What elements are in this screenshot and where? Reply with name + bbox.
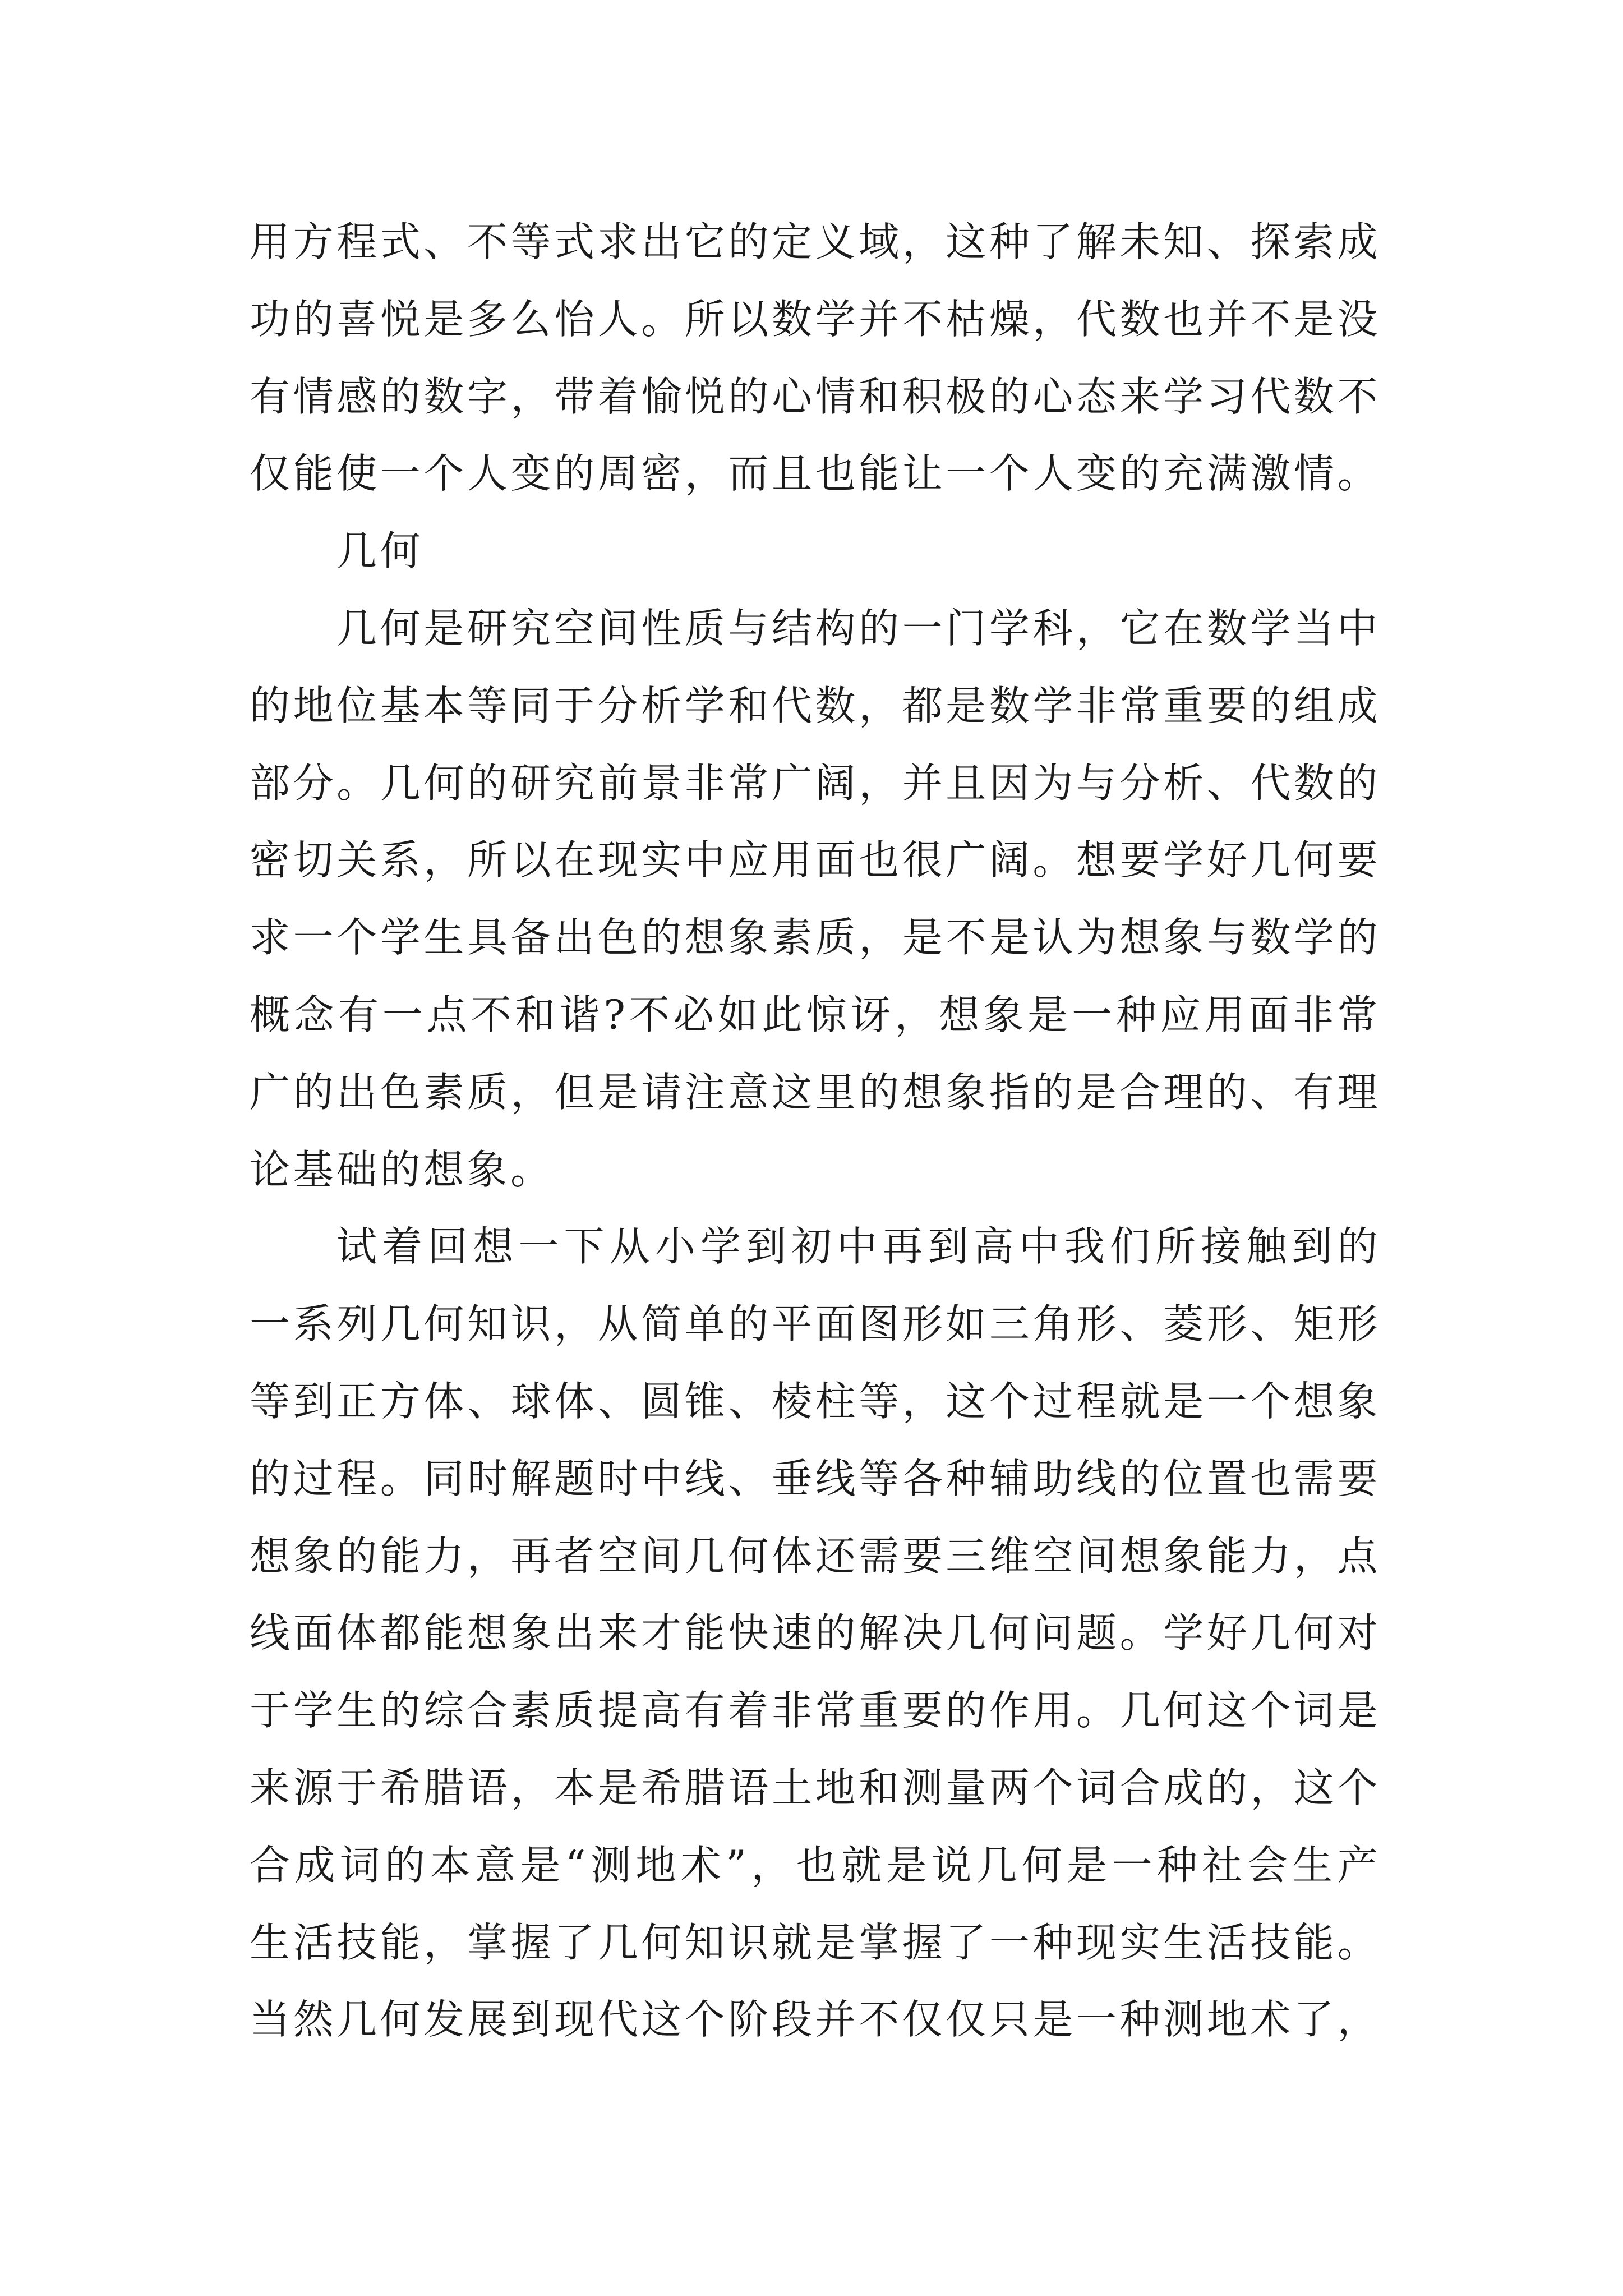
text-line: 用方程式、不等式求出它的定义域，这种了解未知、探索成 [250, 218, 1381, 265]
text-line: 当然几何发展到现代这个阶段并不仅仅只是一种测地术了， [250, 1996, 1381, 2044]
section-heading-text: 几何 [336, 527, 424, 575]
text-line: 来源于希腊语，本是希腊语土地和测量两个词合成的，这个 [250, 1764, 1381, 1811]
text-line: 试着回想一下从小学到初中再到高中我们所接触到的 [336, 1223, 1381, 1271]
text-line: 仅能使一个人变的周密，而且也能让一个人变的充满激情。 [250, 450, 1381, 498]
section-heading [250, 513, 1381, 590]
text-line: 的过程。同时解题时中线、垂线等各种辅助线的位置也需要 [250, 1455, 1381, 1502]
text-line: 一系列几何知识，从简单的平面图形如三角形、菱形、矩形 [250, 1300, 1381, 1348]
text-line: 等到正方体、球体、圆锥、棱柱等，这个过程就是一个想象 [250, 1377, 1381, 1425]
text-line: 求一个学生具备出色的想象素质，是不是认为想象与数学的 [250, 914, 1381, 961]
text-line: 的地位基本等同于分析学和代数，都是数学非常重要的组成 [250, 682, 1381, 729]
body-text [250, 204, 1381, 2059]
paragraph [250, 590, 1381, 1208]
paragraph [250, 1208, 1381, 2059]
text-line: 几何是研究空间性质与结构的一门学科，它在数学当中 [336, 604, 1381, 652]
text-line: 想象的能力，再者空间几何体还需要三维空间想象能力，点 [250, 1532, 1381, 1580]
text-line: 于学生的综合素质提高有着非常重要的作用。几何这个词是 [250, 1687, 1381, 1734]
text-line: 密切关系，所以在现实中应用面也很广阔。想要学好几何要 [250, 836, 1381, 884]
text-line: 生活技能，掌握了几何知识就是掌握了一种现实生活技能。 [250, 1918, 1381, 1966]
text-line: 概念有一点不和谐?不必如此惊讶，想象是一种应用面非常 [250, 991, 1381, 1038]
text-line: 合成词的本意是“测地术”，也就是说几何是一种社会生产 [250, 1841, 1381, 1889]
paragraph [250, 204, 1381, 513]
text-line: 有情感的数字，带着愉悦的心情和积极的心态来学习代数不 [250, 372, 1381, 420]
text-line: 广的出色素质，但是请注意这里的想象指的是合理的、有理 [250, 1068, 1381, 1116]
text-line: 线面体都能想象出来才能快速的解决几何问题。学好几何对 [250, 1609, 1381, 1657]
text-line: 部分。几何的研究前景非常广阔，并且因为与分析、代数的 [250, 759, 1381, 807]
text-line: 论基础的想象。 [250, 1145, 554, 1193]
text-line: 功的喜悦是多么怡人。所以数学并不枯燥，代数也并不是没 [250, 295, 1381, 343]
